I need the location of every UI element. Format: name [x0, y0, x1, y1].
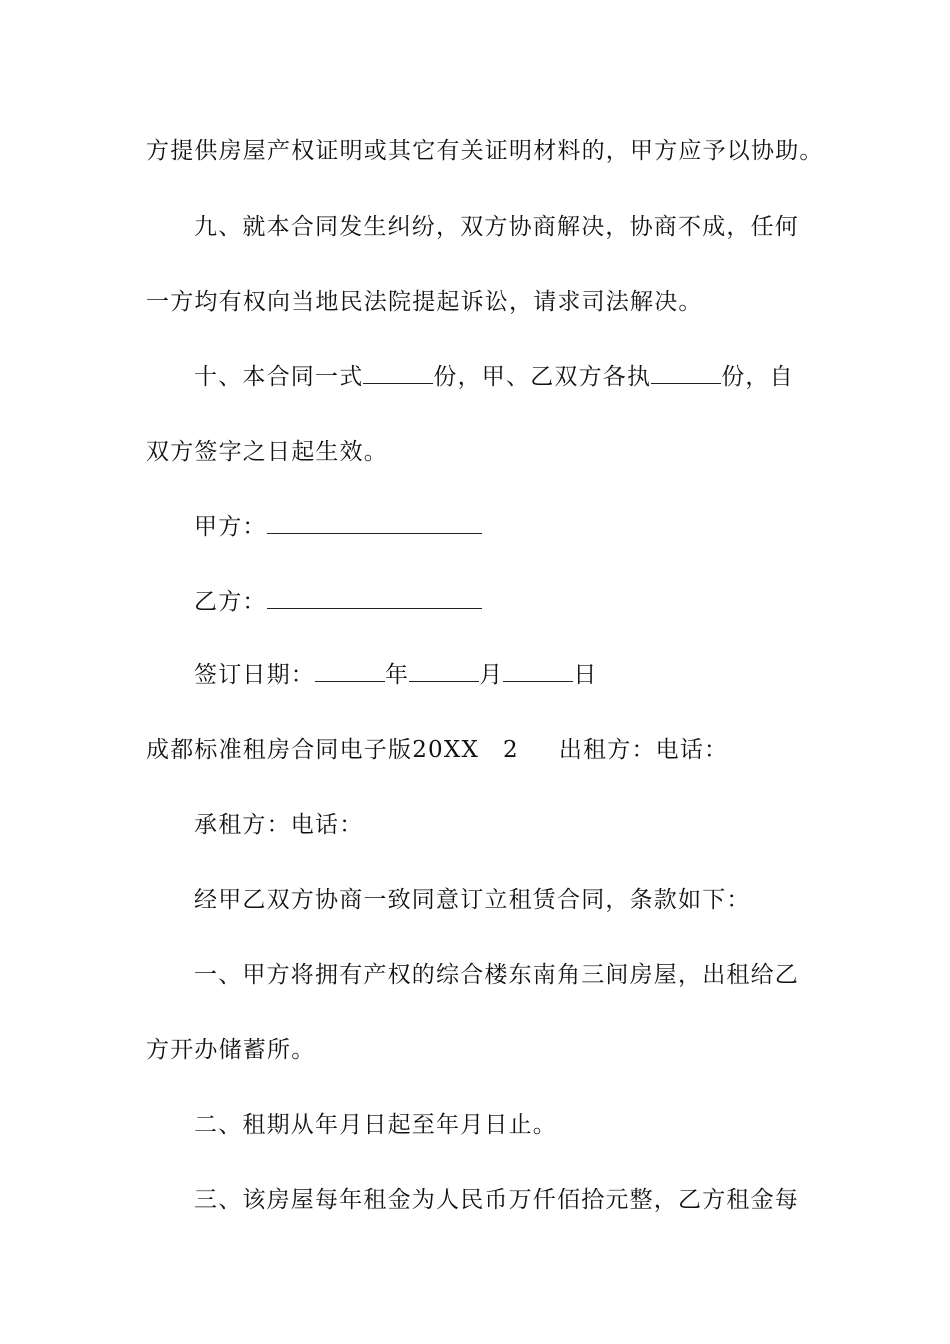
clause-one-line-1: [194, 960, 854, 990]
copies-each-blank: [651, 363, 721, 384]
text: 方开办储蓄所。: [146, 1037, 316, 1063]
text: 十、本合同一式: [194, 364, 364, 390]
party-b-signature-line: [194, 587, 854, 617]
party-b-blank: [267, 588, 482, 609]
clause-one-line-2: [146, 1035, 846, 1065]
section-title: 成都标准租房合同电子版20XX: [146, 737, 480, 763]
text: 九、就本合同发生纠纷，双方协商解决，协商不成，任何: [194, 214, 799, 240]
text: 份，甲、乙双方各执: [433, 364, 652, 390]
text: 双方签字之日起生效。: [146, 439, 388, 465]
lessee-line: [194, 810, 854, 840]
section-number: 2: [503, 737, 519, 763]
intro-line: [194, 885, 854, 915]
clause-two-line: [194, 1110, 854, 1140]
sign-date-line: [194, 660, 854, 690]
text: 三、该房屋每年租金为人民币万仟佰拾元整，乙方租金每: [194, 1187, 799, 1213]
paragraph-line: [146, 136, 846, 166]
text: 一、甲方将拥有产权的综合楼东南角三间房屋，出租给乙: [194, 962, 799, 988]
party-a-blank: [267, 513, 482, 534]
clause-nine-line-2: [146, 287, 846, 317]
party-b-label: 乙方：: [194, 589, 267, 615]
year-blank: [315, 661, 385, 682]
clause-three-line: [194, 1185, 854, 1215]
month-blank: [409, 661, 479, 682]
clause-nine-line-1: [194, 212, 854, 242]
clause-ten-line-2: [146, 437, 846, 467]
sign-date-label: 签订日期：: [194, 662, 315, 688]
day-blank: [503, 661, 573, 682]
text: 二、租期从年月日起至年月日止。: [194, 1112, 557, 1138]
lessee-label: 承租方：电话：: [194, 812, 364, 838]
lessor-label: 出租方：电话：: [558, 737, 729, 763]
text: 方提供房屋产权证明或其它有关证明材料的，甲方应予以协助。: [146, 138, 824, 164]
text: 经甲乙双方协商一致同意订立租赁合同，条款如下：: [194, 887, 751, 913]
day-label: 日: [573, 662, 598, 688]
copies-blank: [363, 363, 433, 384]
party-a-signature-line: [194, 512, 854, 542]
year-label: 年: [385, 662, 410, 688]
clause-ten-line-1: [194, 362, 854, 392]
text: 份，自: [721, 364, 794, 390]
section-title-line: [146, 735, 846, 765]
month-label: 月: [479, 662, 504, 688]
party-a-label: 甲方：: [194, 514, 267, 540]
text: 一方均有权向当地民法院提起诉讼，请求司法解决。: [146, 289, 703, 315]
